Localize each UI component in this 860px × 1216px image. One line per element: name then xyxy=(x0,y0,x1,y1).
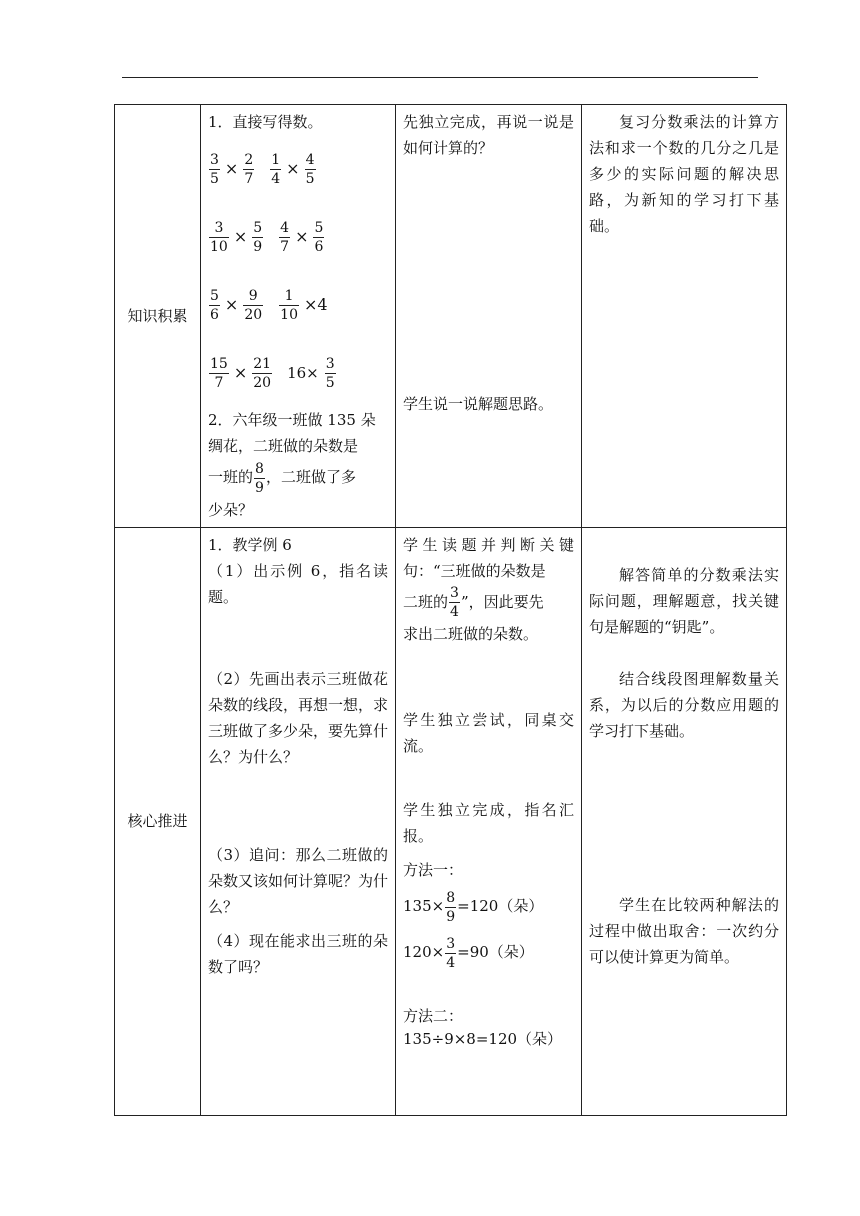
intent-core-3: 学生在比较两种解法的过程中做出取舍：一次约分可以使计算更为简单。 xyxy=(589,895,779,966)
teacher-step-5: （4）现在能求出三班的朵数了吗？ xyxy=(208,931,388,976)
student-activities-core xyxy=(396,527,582,1115)
method-2-title: 方法二： xyxy=(403,1007,464,1025)
stage-label-core: 核心推进 xyxy=(115,527,201,1115)
q2-line-4: 少朵？ xyxy=(208,500,254,519)
fraction: $\frac{3}{5}$ xyxy=(210,151,219,187)
student-core-3: 学生独立完成，指名汇报。 xyxy=(403,801,574,845)
teacher-step-1: 1．教学例 6 xyxy=(208,535,292,554)
method-2-line-1: 135÷9×8=120（朵） xyxy=(403,1030,563,1048)
fraction: $\frac{3}{4}$ xyxy=(450,585,459,620)
q2-line-3: 一班的 $\frac{8}{9}$ ，二班做了多 xyxy=(208,460,356,496)
student-core-2: 学生独立尝试，同桌交流。 xyxy=(403,711,574,755)
student-activities-knowledge xyxy=(396,105,582,528)
teacher-step-2: （1）出示例 6，指名读题。 xyxy=(208,561,388,606)
student-core-1d: 求出二班做的朵数。 xyxy=(403,625,539,643)
teacher-activities-core xyxy=(201,527,396,1115)
q1-title: 1．直接写得数。 xyxy=(208,113,323,131)
method-1-title: 方法一： xyxy=(403,861,464,879)
fraction: $\frac{21}{20}$ xyxy=(253,355,272,391)
teacher-activities-knowledge xyxy=(201,105,396,528)
header-rule xyxy=(122,77,758,78)
fraction: $\frac{5}{6}$ xyxy=(210,287,219,323)
fraction: $\frac{3}{4}$ xyxy=(446,935,456,971)
fraction: $\frac{1}{4}$ xyxy=(271,151,281,187)
fraction: $\frac{8}{9}$ xyxy=(446,889,456,925)
exercise-row-3: $\frac{5}{6}$ × $\frac{9}{20}$ $\frac{1}{10}$ ×4 xyxy=(210,287,328,323)
intent-text: 复习分数乘法的计算方法和求一个数的几分之几是多少的实际问题的解决思路，为新知的学习打下基础。 xyxy=(589,113,779,235)
student-core-1a: 学生读题并判断关键句：“三班做的朵数是 xyxy=(403,535,574,580)
student-text-2: 学生说一说解题思路。 xyxy=(403,395,554,413)
student-core-1b: 二班的 $\frac{3}{4}$ ”，因此要先 xyxy=(403,585,544,620)
fraction: $\frac{5}{9}$ xyxy=(253,219,263,255)
teacher-step-3: （2）先画出表示三班做花朵数的线段，再想一想，求三班做了多少朵，要先算什么？为什么？ xyxy=(208,669,389,766)
q2-line-2: 绸花，二班做的朵数是 xyxy=(208,437,359,455)
fraction: $\frac{3}{10}$ xyxy=(210,219,228,255)
method-1-line-1: 135× $\frac{8}{9}$ =120（朵） xyxy=(403,889,544,925)
design-intent-knowledge xyxy=(582,105,787,528)
table-row-core xyxy=(115,527,787,1115)
fraction: $\frac{5}{6}$ xyxy=(314,219,324,255)
lesson-plan-table xyxy=(114,104,787,1116)
fraction: $\frac{9}{20}$ xyxy=(244,287,263,323)
fraction: $\frac{1}{10}$ xyxy=(280,287,298,323)
q2-line-1: 2．六年级一班做 135 朵 xyxy=(208,411,376,429)
exercise-row-2: $\frac{3}{10}$ × $\frac{5}{9}$ $\frac{4}{7}$ × $\frac{5}{6}$ xyxy=(210,219,324,255)
table-row-knowledge xyxy=(115,105,787,528)
fraction: $\frac{2}{7}$ xyxy=(244,151,254,187)
fraction: $\frac{8}{9}$ xyxy=(255,460,264,496)
student-text-1: 先独立完成，再说一说是如何计算的？ xyxy=(403,113,574,157)
fraction: $\frac{4}{5}$ xyxy=(305,151,315,187)
fraction: $\frac{4}{7}$ xyxy=(280,219,290,255)
intent-core-2: 结合线段图理解数量关系，为以后的分数应用题的学习打下基础。 xyxy=(589,669,779,740)
stage-label-knowledge: 知识积累 xyxy=(115,105,201,528)
exercise-row-4: $\frac{15}{7}$ × $\frac{21}{20}$ 16× $\frac{3}{5}$ xyxy=(210,355,335,391)
fraction: $\frac{15}{7}$ xyxy=(210,355,228,391)
exercise-row-1: $\frac{3}{5}$ × $\frac{2}{7}$ $\frac{1}{4}$ × $\frac{4}{5}$ xyxy=(210,151,315,187)
method-1-line-2: 120× $\frac{3}{4}$ =90（朵） xyxy=(403,935,534,971)
intent-core-1: 解答简单的分数乘法实际问题，理解题意，找关键句是解题的“钥匙”。 xyxy=(589,565,779,636)
fraction: $\frac{3}{5}$ xyxy=(325,355,335,391)
teacher-step-4: （3）追问：那么二班做的朵数又该如何计算呢？为什么？ xyxy=(208,845,389,916)
design-intent-core xyxy=(582,527,787,1115)
